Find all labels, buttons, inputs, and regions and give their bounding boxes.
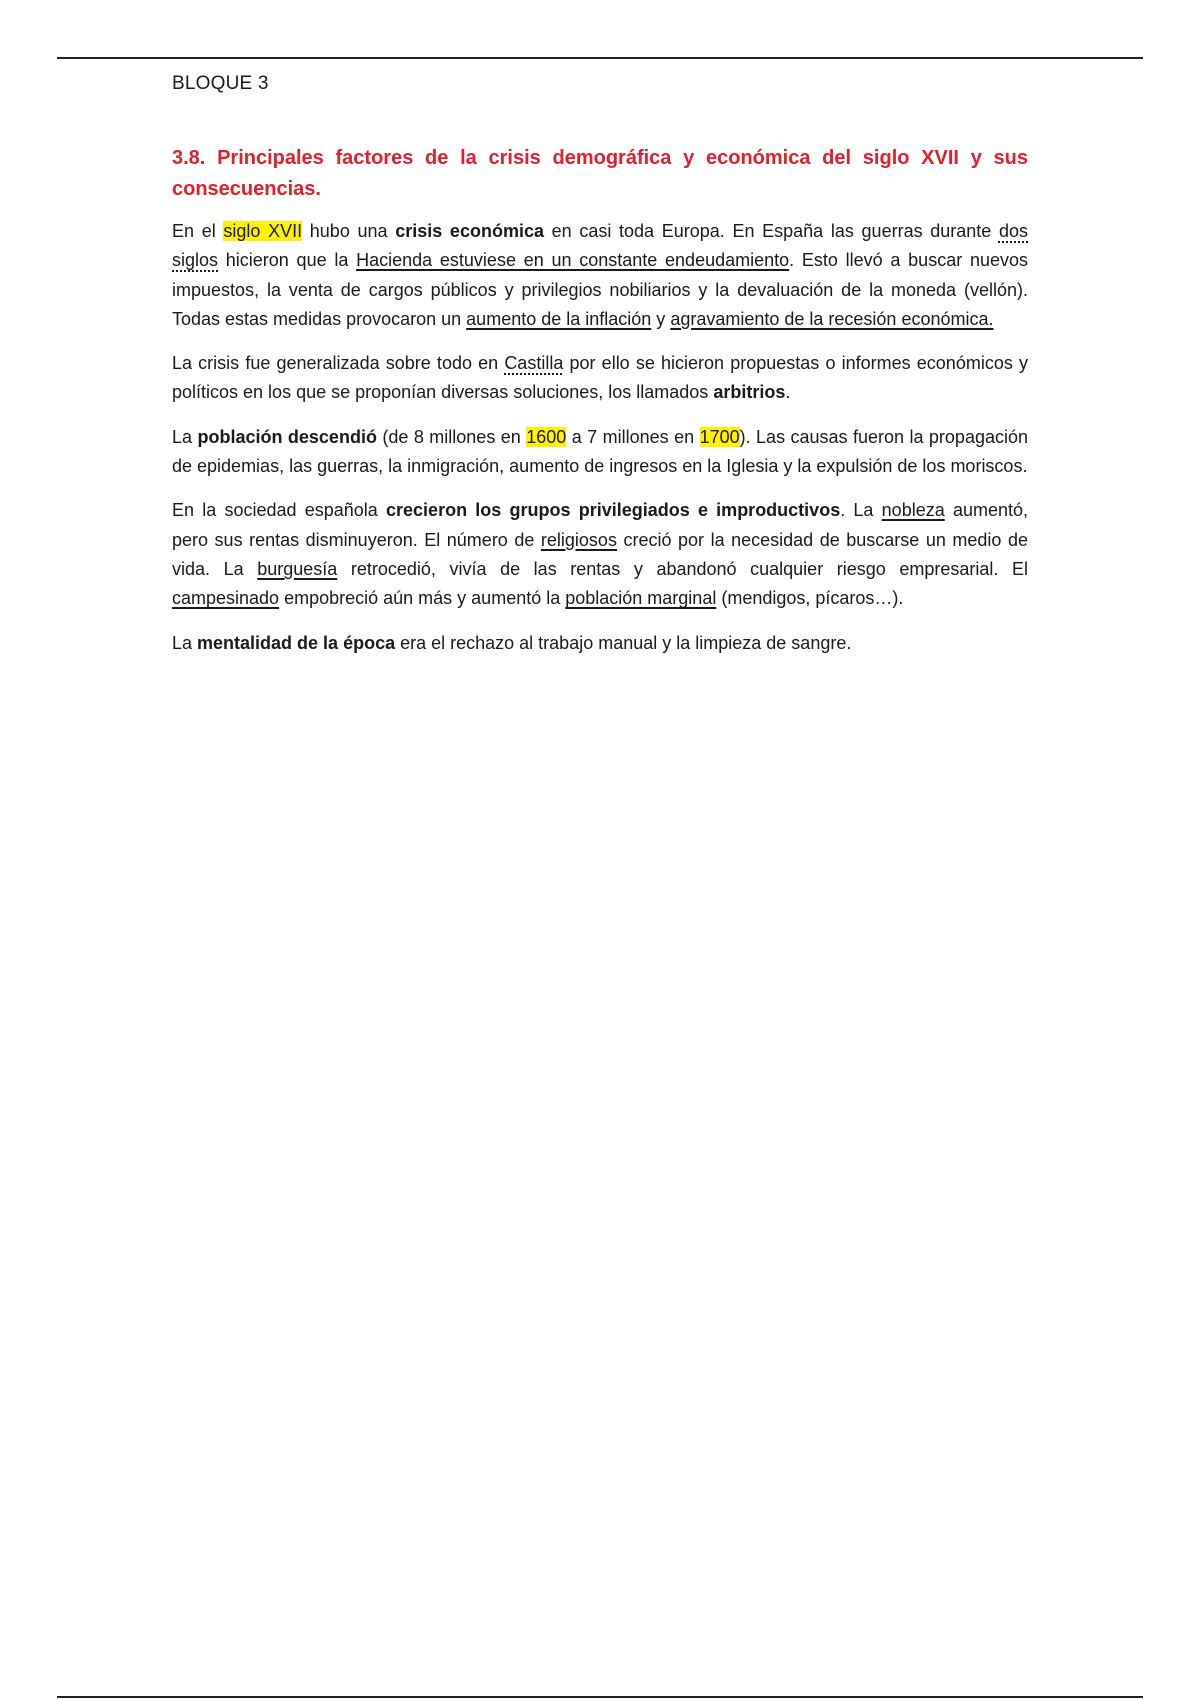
underline-poblacion-marginal: población marginal	[565, 588, 717, 609]
bold-crisis-economica: crisis económica	[395, 221, 544, 241]
text-run: ). Las causas fueron la propagación de epidemias, las guerras, la inmigración, aumento de ingresos en la Iglesia y la expulsión de los moriscos.	[172, 426, 1028, 477]
text-run: .	[785, 382, 791, 403]
text-run: aumentó, pero sus rentas disminuyeron. El número de	[172, 500, 1028, 550]
dotted-castilla: Castilla	[504, 353, 564, 374]
text-run: creció por la necesidad de buscarse un medio de vida. La	[172, 529, 1028, 579]
footer-rule	[57, 1696, 1143, 1698]
text-run: (de 8 millones en	[376, 426, 527, 447]
text-run: y	[651, 308, 671, 329]
paragraph-economic-crisis	[172, 217, 1028, 334]
underline-hacienda: Hacienda estuviese en un constante endeudamiento	[356, 250, 790, 271]
paragraph-poblacion	[172, 423, 1028, 482]
text-run: . Esto llevó a buscar nuevos impuestos, la venta de cargos públicos y privilegios nobiliarios y la devaluación de la moneda (vellón). Todas estas medidas provocaron un	[172, 250, 1028, 329]
highlight-siglo-xvii: siglo XVII	[223, 221, 303, 241]
highlight-1700: 1700	[699, 426, 740, 447]
text-run: En la sociedad española	[172, 500, 387, 521]
underline-recesion: agravamiento de la recesión económica.	[670, 308, 994, 329]
underline-nobleza: nobleza	[881, 500, 945, 521]
block-label: BLOQUE 3	[172, 73, 269, 94]
text-run: por ello se hicieron propuestas o informes económicos y políticos en los que se proponían diversas soluciones, los llamados	[172, 353, 1028, 403]
underline-burguesia: burguesía	[257, 558, 338, 579]
header-rule	[57, 57, 1143, 59]
paragraph-mentalidad	[172, 629, 1028, 658]
bold-poblacion-descendio: población descendió	[197, 426, 377, 447]
text-run: empobreció aún más y aumentó la	[279, 588, 566, 609]
dotted-dos-siglos: dos siglos	[172, 221, 1029, 271]
paragraph-sociedad	[172, 496, 1028, 613]
text-run: a 7 millones en	[566, 426, 700, 447]
underline-campesinado: campesinado	[172, 588, 280, 609]
text-run: La crisis fue generalizada sobre todo en	[172, 353, 505, 374]
document-body	[172, 143, 1028, 673]
bold-mentalidad: mentalidad de la época	[197, 632, 396, 653]
text-run: hicieron que la	[218, 250, 357, 271]
text-run: En el	[172, 221, 224, 241]
text-run: era el rechazo al trabajo manual y la limpieza de sangre.	[395, 632, 852, 653]
underline-religiosos: religiosos	[540, 529, 617, 550]
text-run: (mendigos, pícaros…).	[716, 588, 904, 609]
text-run: La	[172, 426, 198, 447]
underline-inflacion: aumento de la inflación	[466, 308, 652, 329]
text-run: hubo una	[302, 221, 396, 241]
bold-arbitrios: arbitrios	[713, 382, 786, 403]
text-run: . La	[840, 500, 882, 521]
section-title: 3.8. Principales factores de la crisis demográfica y económica del siglo XVII y sus consecuencias.	[172, 147, 1028, 200]
text-run: en casi toda Europa. En España las guerras durante	[543, 221, 999, 241]
paragraph-castilla	[172, 349, 1028, 408]
highlight-1600: 1600	[526, 426, 567, 447]
bold-grupos-privilegiados: crecieron los grupos privilegiados e improductivos	[386, 500, 841, 521]
text-run: La	[172, 632, 198, 653]
text-run: retrocedió, vivía de las rentas y abandonó cualquier riesgo empresarial. El	[337, 558, 1029, 579]
